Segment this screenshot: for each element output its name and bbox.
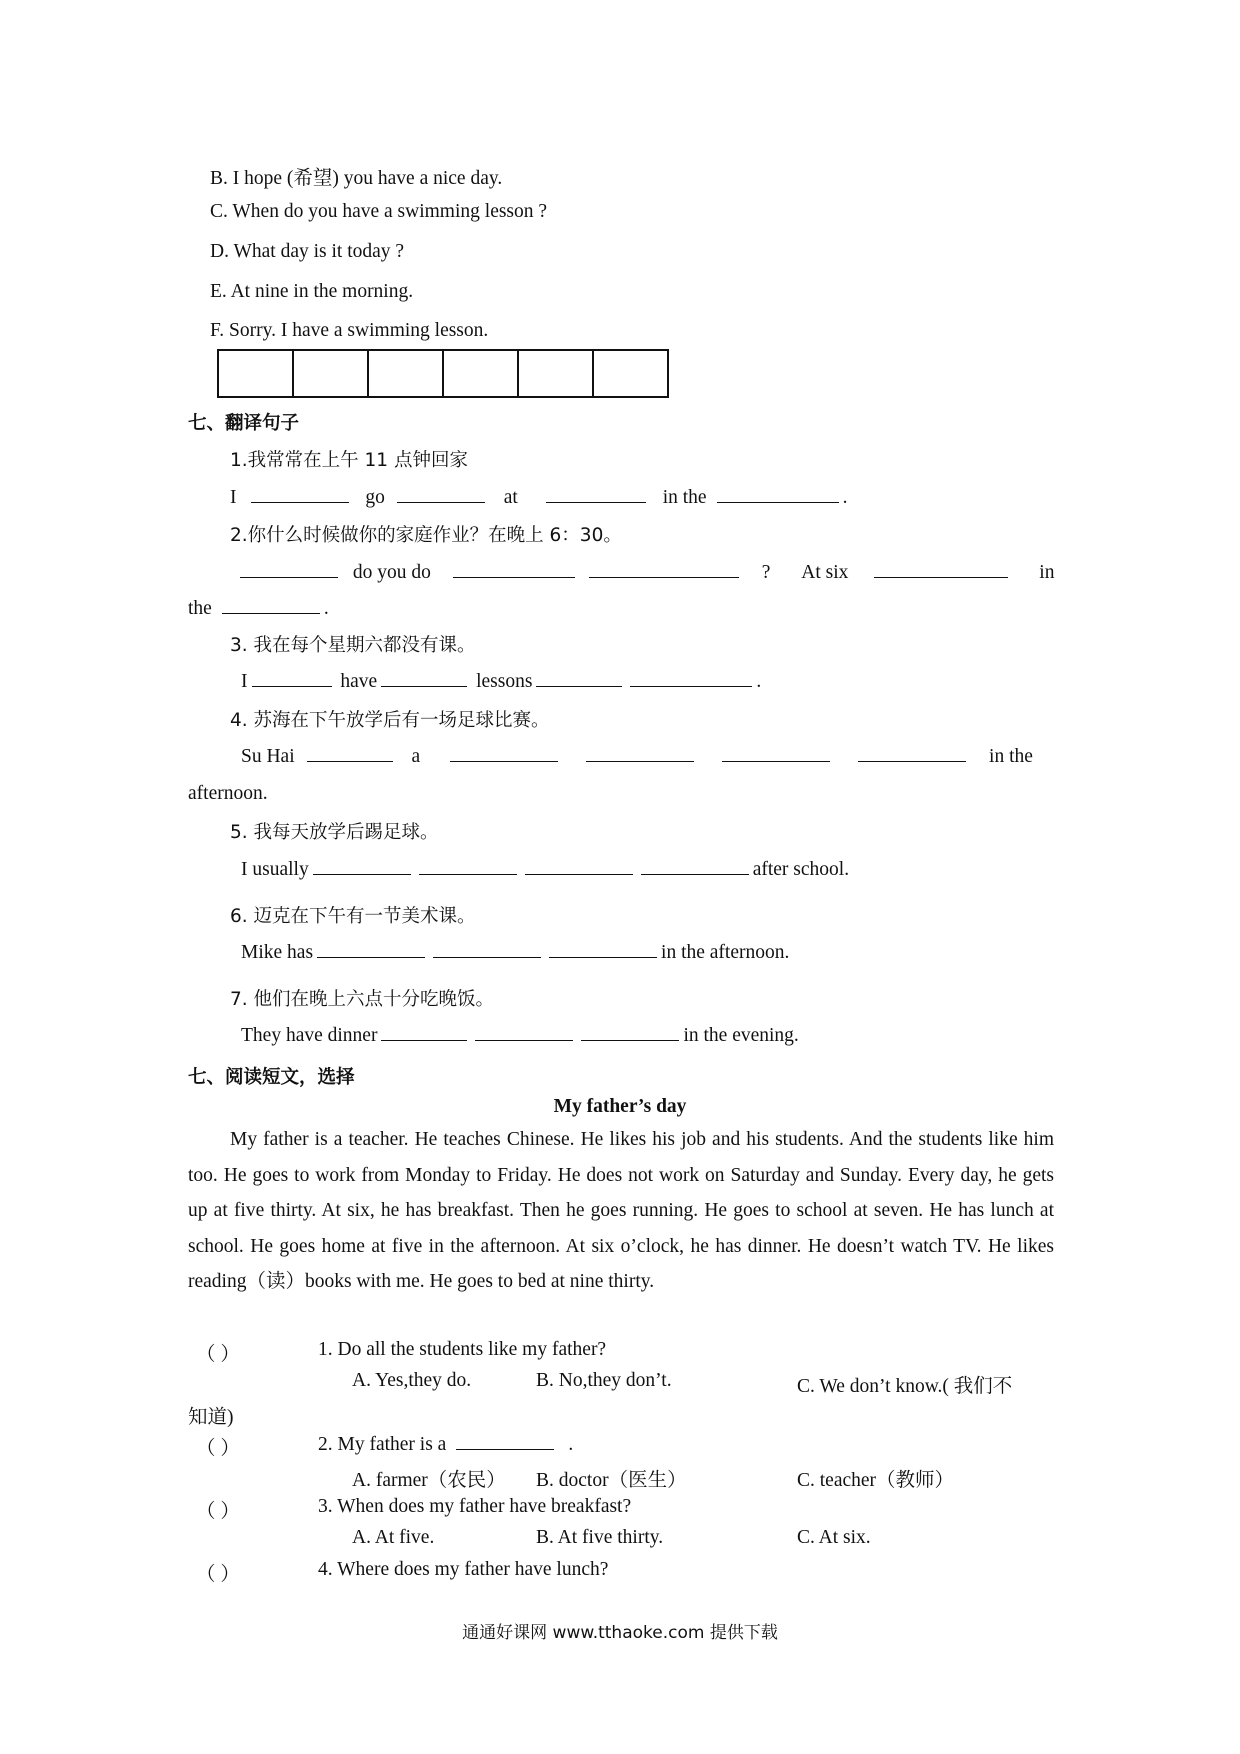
answer-cell[interactable] bbox=[294, 351, 369, 396]
blank[interactable] bbox=[858, 745, 966, 762]
q1-option-a[interactable]: A. Yes,they do. bbox=[352, 1370, 472, 1391]
q2-paren[interactable]: （ ） bbox=[196, 1438, 240, 1459]
q1-line: I go at in the . bbox=[230, 487, 848, 508]
q3-paren[interactable]: （ ） bbox=[196, 1501, 240, 1522]
q3-chinese: 3. 我在每个星期六都没有课。 bbox=[230, 635, 476, 656]
blank[interactable] bbox=[546, 486, 646, 503]
question-2: 2. My father is a . bbox=[318, 1434, 574, 1455]
q1-option-c-cont: 知道) bbox=[188, 1407, 234, 1428]
blank[interactable] bbox=[586, 745, 694, 762]
q5-line: I usually after school. bbox=[241, 859, 850, 880]
option-d: D. What day is it today ? bbox=[210, 241, 405, 262]
blank[interactable] bbox=[641, 858, 749, 875]
blank[interactable] bbox=[240, 561, 338, 578]
blank[interactable] bbox=[589, 561, 739, 578]
blank[interactable] bbox=[313, 858, 411, 875]
blank[interactable] bbox=[433, 941, 541, 958]
q4-chinese: 4. 苏海在下午放学后有一场足球比赛。 bbox=[230, 710, 550, 731]
answer-cell[interactable] bbox=[594, 351, 667, 396]
option-e: E. At nine in the morning. bbox=[210, 281, 414, 302]
blank[interactable] bbox=[419, 858, 517, 875]
blank[interactable] bbox=[874, 561, 1008, 578]
q2-option-b[interactable]: B. doctor（医生） bbox=[536, 1470, 687, 1491]
blank[interactable] bbox=[525, 858, 633, 875]
blank[interactable] bbox=[581, 1024, 679, 1041]
q1-option-b[interactable]: B. No,they don’t. bbox=[536, 1370, 672, 1391]
blank[interactable] bbox=[717, 486, 839, 503]
section-heading-reading: 七、阅读短文，选择 bbox=[188, 1067, 355, 1088]
section-heading-translate: 七、翻译句子 bbox=[188, 413, 300, 434]
blank[interactable] bbox=[307, 745, 393, 762]
blank[interactable] bbox=[397, 486, 485, 503]
page-footer: 通通好课网 www.tthaoke.com 提供下载 bbox=[462, 1623, 778, 1643]
q3-line: I have lessons . bbox=[241, 671, 762, 692]
q2-line: do you do ? At six in bbox=[240, 561, 1054, 584]
blank[interactable] bbox=[549, 941, 657, 958]
passage-title: My father’s day bbox=[553, 1096, 687, 1117]
blank[interactable] bbox=[381, 670, 467, 687]
blank[interactable] bbox=[317, 941, 425, 958]
q2-chinese: 2.你什么时候做你的家庭作业？在晚上 6：30。 bbox=[230, 525, 622, 546]
blank[interactable] bbox=[450, 745, 558, 762]
answer-cell[interactable] bbox=[219, 351, 294, 396]
option-b: B. I hope (希望) you have a nice day. bbox=[210, 168, 503, 189]
blank[interactable] bbox=[722, 745, 830, 762]
q6-chinese: 6. 迈克在下午有一节美术课。 bbox=[230, 906, 476, 927]
q4-line: Su Hai a in the bbox=[241, 746, 1033, 767]
blank[interactable] bbox=[252, 670, 332, 687]
q7-line: They have dinner in the evening. bbox=[241, 1025, 799, 1046]
blank[interactable] bbox=[456, 1433, 554, 1450]
question-1: 1. Do all the students like my father? bbox=[318, 1339, 607, 1360]
answer-grid bbox=[217, 349, 669, 398]
answer-cell[interactable] bbox=[519, 351, 594, 396]
q6-line: Mike has in the afternoon. bbox=[241, 942, 790, 963]
answer-cell[interactable] bbox=[444, 351, 519, 396]
q5-chinese: 5. 我每天放学后踢足球。 bbox=[230, 822, 439, 843]
option-c: C. When do you have a swimming lesson ? bbox=[210, 201, 548, 222]
question-4: 4. Where does my father have lunch? bbox=[318, 1559, 609, 1580]
q3-option-b[interactable]: B. At five thirty. bbox=[536, 1527, 664, 1548]
blank[interactable] bbox=[222, 597, 320, 614]
q2-option-a[interactable]: A. farmer（农民） bbox=[352, 1470, 506, 1491]
blank[interactable] bbox=[453, 561, 575, 578]
blank[interactable] bbox=[536, 670, 622, 687]
q1-option-c[interactable]: C. We don’t know.( 我们不 bbox=[797, 1376, 1013, 1397]
blank[interactable] bbox=[630, 670, 752, 687]
q7-chinese: 7. 他们在晚上六点十分吃晚饭。 bbox=[230, 989, 495, 1010]
q2-line-cont: the . bbox=[188, 598, 329, 619]
blank[interactable] bbox=[381, 1024, 467, 1041]
q4-paren[interactable]: （ ） bbox=[196, 1564, 240, 1585]
blank[interactable] bbox=[475, 1024, 573, 1041]
blank[interactable] bbox=[251, 486, 349, 503]
q1-paren[interactable]: （ ） bbox=[196, 1344, 240, 1365]
question-3: 3. When does my father have breakfast? bbox=[318, 1496, 632, 1517]
q4-line-cont: afternoon. bbox=[188, 783, 268, 804]
option-f: F. Sorry. I have a swimming lesson. bbox=[210, 320, 489, 341]
q1-chinese: 1.我常常在上午 11 点钟回家 bbox=[230, 450, 468, 471]
q3-option-a[interactable]: A. At five. bbox=[352, 1527, 435, 1548]
answer-cell[interactable] bbox=[369, 351, 444, 396]
passage-text: My father is a teacher. He teaches Chinese. He likes his job and his students. And the students like him too. He goes to work from Monday to Friday. He does not work on Saturday and Sunday. Every day, he gets up at five thirty. At six, he has breakfast. Then he goes running. He goes to school at seven. He has lunch at school. He goes home at five in the afternoon. At six o’clock, he has dinner. He doesn’t watch TV. He likes reading（读）books with me. He goes to bed at nine thirty. bbox=[188, 1129, 1054, 1292]
q2-option-c[interactable]: C. teacher（教师） bbox=[797, 1470, 955, 1491]
q3-option-c[interactable]: C. At six. bbox=[797, 1527, 871, 1548]
